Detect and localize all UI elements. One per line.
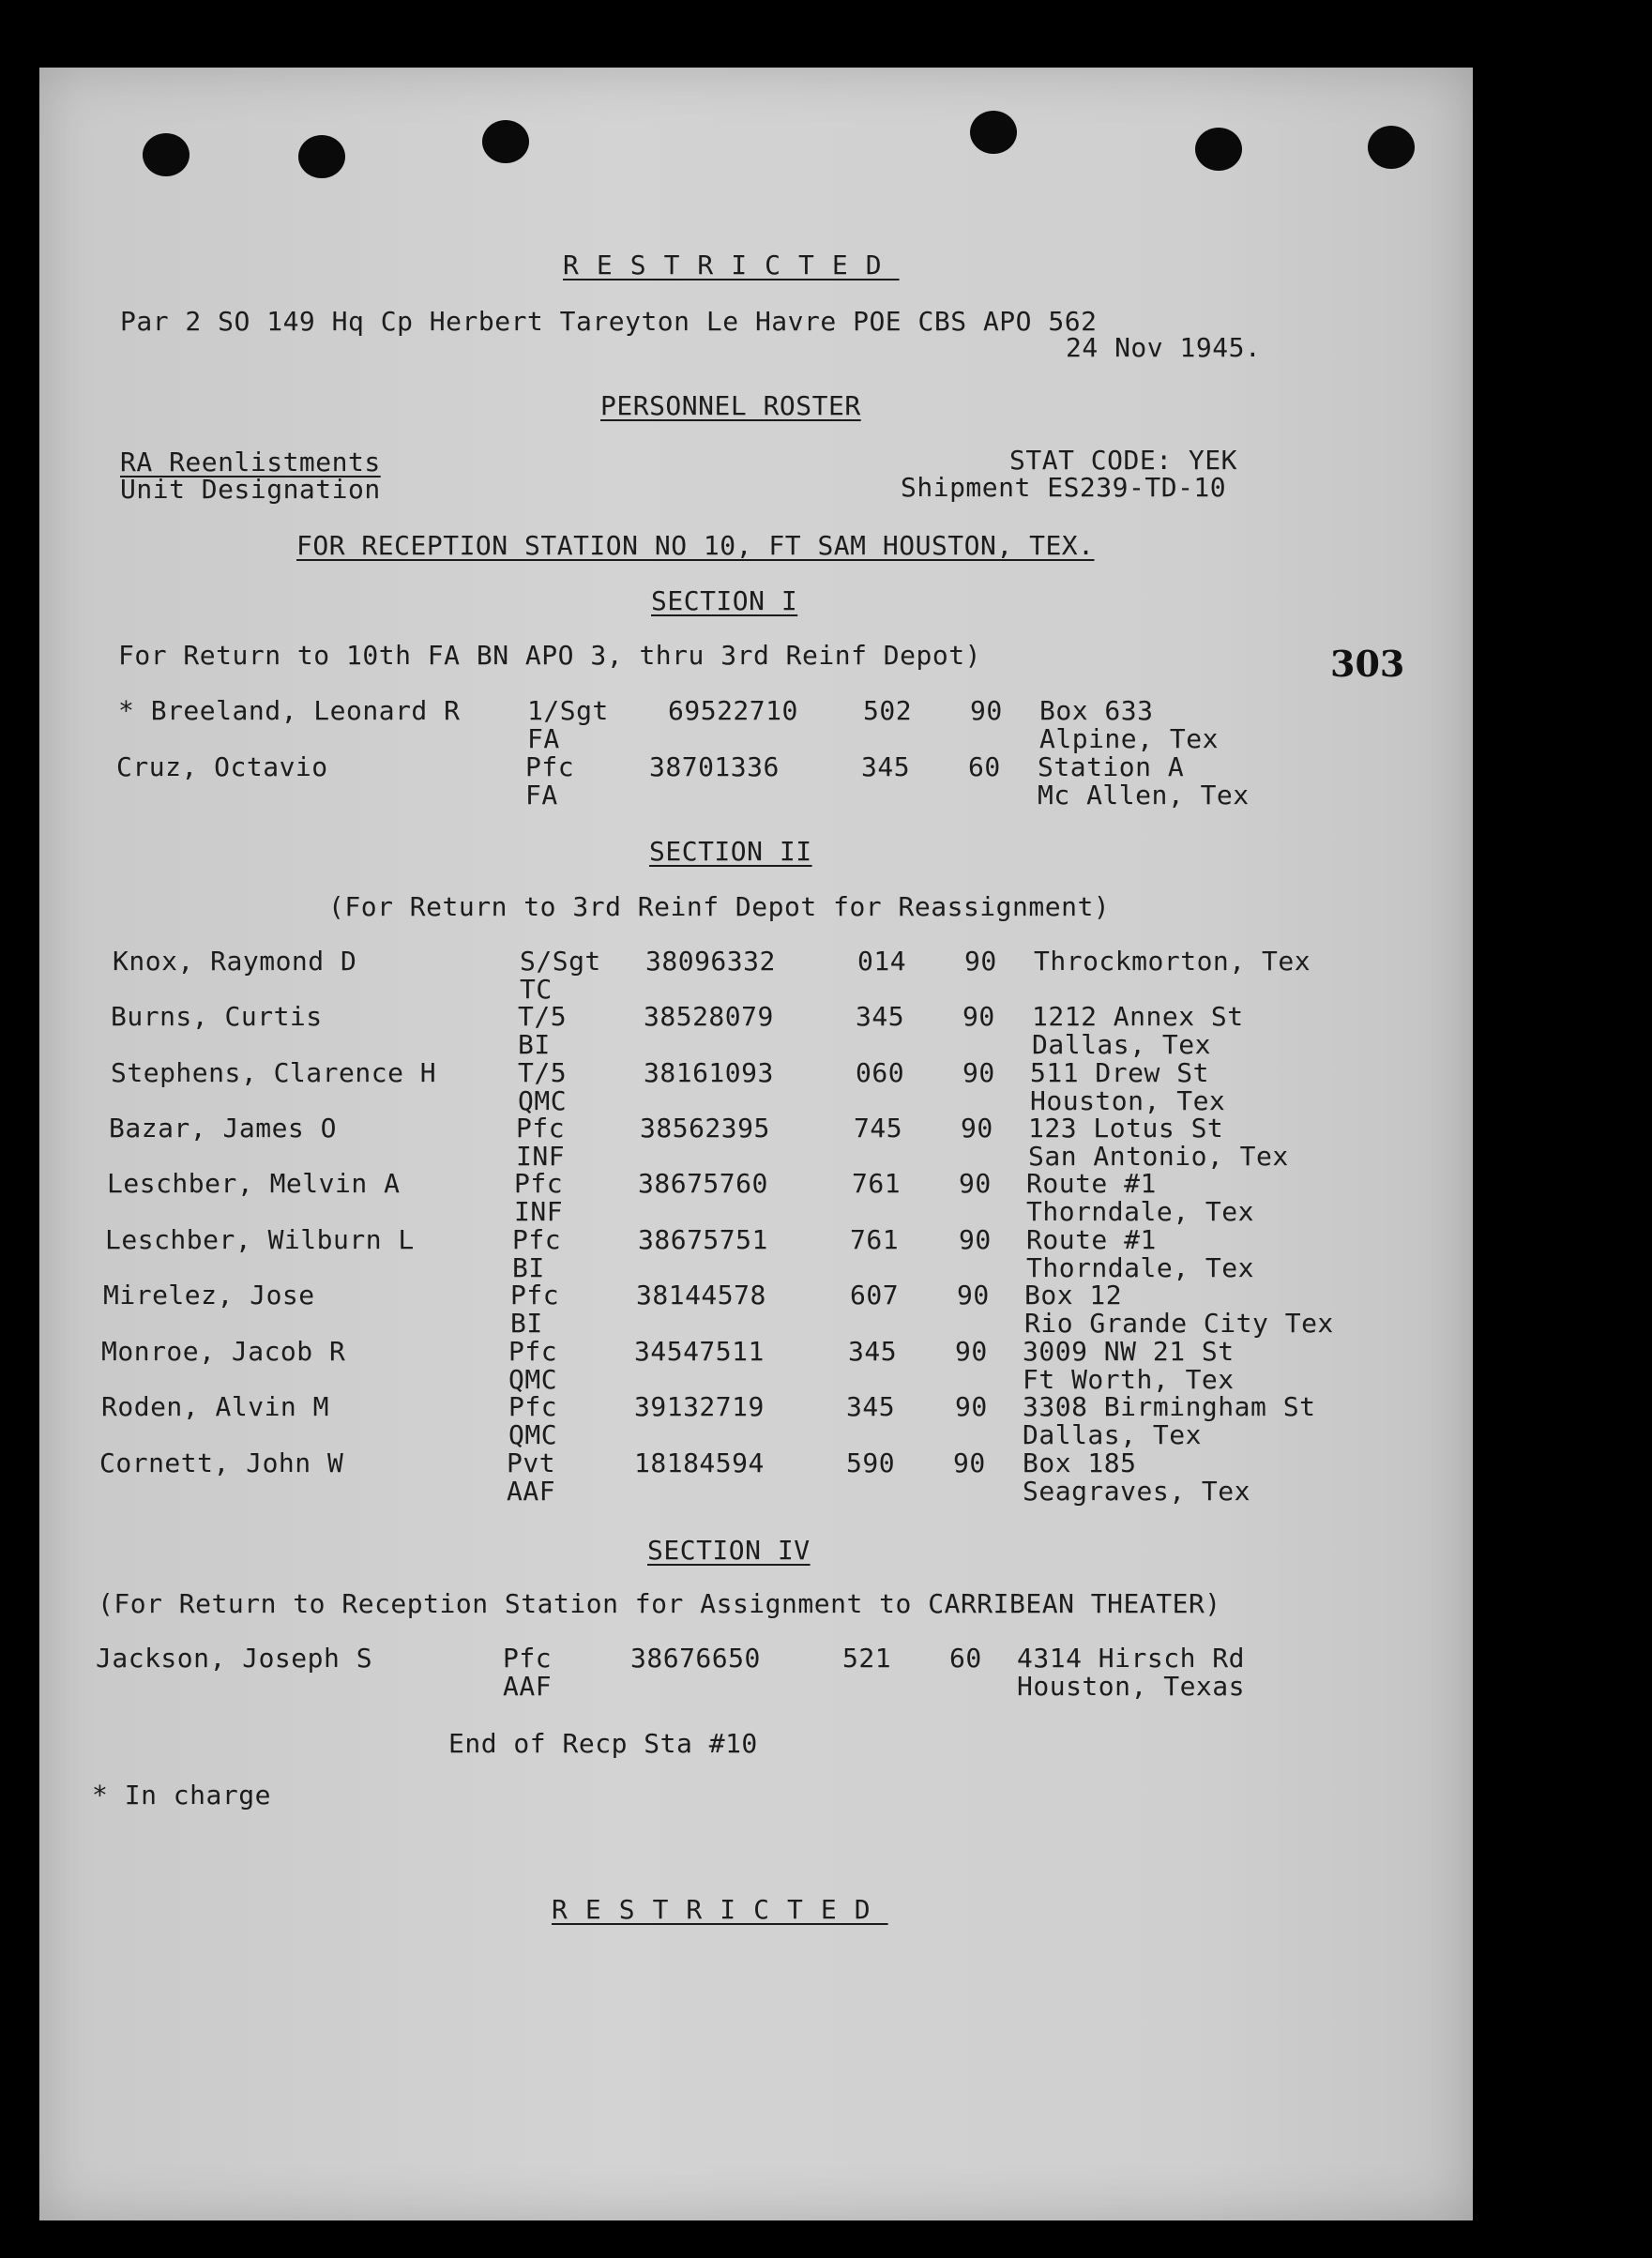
entry-days: 90 bbox=[955, 1391, 988, 1422]
entry-rank: T/5 bbox=[518, 1001, 568, 1032]
entry-code: 521 bbox=[842, 1643, 892, 1674]
page-number: 303 bbox=[1330, 643, 1405, 685]
punch-hole bbox=[1195, 128, 1242, 171]
entry-serial: 38144578 bbox=[636, 1280, 766, 1311]
entry-name: Stephens, Clarence H bbox=[111, 1057, 437, 1088]
entry-serial: 38528079 bbox=[644, 1001, 774, 1032]
entry-address-2: Houston, Texas bbox=[1017, 1671, 1246, 1702]
entry-serial: 38096332 bbox=[645, 946, 776, 977]
entry-serial: 38161093 bbox=[644, 1057, 774, 1088]
document-title: PERSONNEL ROSTER bbox=[600, 390, 861, 421]
entry-branch: BI bbox=[512, 1252, 545, 1283]
entry-days: 60 bbox=[968, 751, 1001, 782]
header-line: Par 2 SO 149 Hq Cp Herbert Tareyton Le Havre POE CBS APO 562 bbox=[120, 306, 1098, 337]
entry-name: Monroe, Jacob R bbox=[101, 1336, 346, 1367]
section-subtitle: (For Return to 3rd Reinf Depot for Reassignment) bbox=[328, 891, 1111, 922]
entry-days: 60 bbox=[949, 1643, 982, 1674]
entry-address-2: Seagraves, Tex bbox=[1023, 1476, 1251, 1507]
entry-address-2: Ft Worth, Tex bbox=[1023, 1364, 1235, 1395]
punch-hole bbox=[970, 111, 1017, 154]
entry-rank: T/5 bbox=[518, 1057, 568, 1088]
entry-serial: 38701336 bbox=[649, 751, 780, 782]
entry-branch: BI bbox=[518, 1029, 551, 1060]
end-note: End of Recp Sta #10 bbox=[448, 1728, 758, 1759]
entry-branch: FA bbox=[527, 723, 560, 754]
entry-name: * Breeland, Leonard R bbox=[118, 695, 461, 726]
entry-address-1: Station A bbox=[1038, 751, 1185, 782]
entry-code: 345 bbox=[846, 1391, 896, 1422]
entry-days: 90 bbox=[962, 1057, 995, 1088]
entry-days: 90 bbox=[970, 695, 1003, 726]
entry-address-1: Box 12 bbox=[1024, 1280, 1123, 1311]
section-title: SECTION I bbox=[651, 585, 798, 616]
entry-address-1: Box 185 bbox=[1023, 1447, 1137, 1478]
entry-rank: Pfc bbox=[514, 1168, 564, 1199]
entry-code: 014 bbox=[857, 946, 907, 977]
entry-name: Burns, Curtis bbox=[111, 1001, 323, 1032]
entry-address-1: 4314 Hirsch Rd bbox=[1017, 1643, 1246, 1674]
shipment: Shipment ES239-TD-10 bbox=[901, 472, 1227, 503]
entry-rank: Pfc bbox=[512, 1224, 562, 1255]
entry-code: 502 bbox=[863, 695, 913, 726]
entry-address-2: San Antonio, Tex bbox=[1028, 1141, 1289, 1172]
entry-address-1: 3009 NW 21 St bbox=[1023, 1336, 1235, 1367]
entry-branch: FA bbox=[525, 780, 558, 811]
entry-rank: Pfc bbox=[503, 1643, 553, 1674]
entry-code: 345 bbox=[856, 1001, 905, 1032]
entry-address-2: Dallas, Tex bbox=[1023, 1419, 1202, 1450]
entry-name: Bazar, James O bbox=[109, 1113, 338, 1144]
destination: FOR RECEPTION STATION NO 10, FT SAM HOUSTON, TEX. bbox=[296, 530, 1095, 561]
entry-name: Cruz, Octavio bbox=[116, 751, 328, 782]
entry-name: Mirelez, Jose bbox=[103, 1280, 315, 1311]
unit-line: RA Reenlistments bbox=[120, 447, 381, 477]
entry-serial: 69522710 bbox=[668, 695, 798, 726]
entry-address-2: Thorndale, Tex bbox=[1026, 1252, 1255, 1283]
entry-address-2: Mc Allen, Tex bbox=[1038, 780, 1250, 811]
entry-days: 90 bbox=[957, 1280, 990, 1311]
classification-top: RESTRICTED bbox=[563, 250, 900, 280]
entry-address-2: Houston, Tex bbox=[1030, 1085, 1226, 1116]
entry-rank: Pfc bbox=[510, 1280, 560, 1311]
entry-code: 761 bbox=[850, 1224, 900, 1255]
entry-code: 745 bbox=[854, 1113, 903, 1144]
entry-code: 607 bbox=[850, 1280, 900, 1311]
section-subtitle: For Return to 10th FA BN APO 3, thru 3rd Reinf Depot) bbox=[118, 640, 981, 671]
section-title: SECTION IV bbox=[647, 1535, 811, 1566]
entry-address-1: 511 Drew St bbox=[1030, 1057, 1209, 1088]
punch-hole bbox=[482, 120, 529, 163]
entry-address-2: Alpine, Tex bbox=[1039, 723, 1219, 754]
entry-code: 345 bbox=[848, 1336, 898, 1367]
entry-name: Leschber, Wilburn L bbox=[105, 1224, 415, 1255]
section-subtitle: (For Return to Reception Station for Assignment to CARRIBEAN THEATER) bbox=[98, 1588, 1221, 1619]
entry-address-2: Rio Grande City Tex bbox=[1024, 1308, 1334, 1339]
entry-rank: Pfc bbox=[508, 1336, 558, 1367]
entry-serial: 38562395 bbox=[640, 1113, 770, 1144]
entry-rank: S/Sgt bbox=[520, 946, 601, 977]
entry-days: 90 bbox=[953, 1447, 986, 1478]
entry-branch: QMC bbox=[508, 1419, 558, 1450]
entry-address-1: Route #1 bbox=[1026, 1168, 1157, 1199]
entry-days: 90 bbox=[955, 1336, 988, 1367]
document-date: 24 Nov 1945. bbox=[1066, 332, 1262, 363]
punch-hole bbox=[298, 135, 345, 178]
punch-hole bbox=[1368, 126, 1415, 169]
entry-branch: BI bbox=[510, 1308, 543, 1339]
entry-serial: 38675751 bbox=[638, 1224, 768, 1255]
entry-serial: 18184594 bbox=[634, 1447, 765, 1478]
entry-address-2: Thorndale, Tex bbox=[1026, 1196, 1255, 1227]
entry-rank: Pvt bbox=[507, 1447, 556, 1478]
entry-code: 590 bbox=[846, 1447, 896, 1478]
entry-rank: Pfc bbox=[525, 751, 575, 782]
section-title: SECTION II bbox=[649, 836, 812, 867]
entry-address-1: Box 633 bbox=[1039, 695, 1154, 726]
entry-branch: AAF bbox=[503, 1671, 553, 1702]
entry-address-1: 3308 Birmingham St bbox=[1023, 1391, 1316, 1422]
entry-rank: Pfc bbox=[508, 1391, 558, 1422]
entry-name: Jackson, Joseph S bbox=[96, 1643, 373, 1674]
entry-address-1: 123 Lotus St bbox=[1028, 1113, 1224, 1144]
entry-branch: QMC bbox=[518, 1085, 568, 1116]
entry-code: 060 bbox=[856, 1057, 905, 1088]
entry-days: 90 bbox=[964, 946, 997, 977]
stat-code: STAT CODE: YEK bbox=[1009, 445, 1238, 476]
classification-bottom: RESTRICTED bbox=[552, 1894, 888, 1925]
footnote: * In charge bbox=[92, 1780, 271, 1811]
entry-code: 345 bbox=[861, 751, 911, 782]
entry-branch: INF bbox=[514, 1196, 564, 1227]
entry-address-1: 1212 Annex St bbox=[1032, 1001, 1244, 1032]
entry-name: Cornett, John W bbox=[99, 1447, 344, 1478]
entry-days: 90 bbox=[962, 1001, 995, 1032]
entry-name: Leschber, Melvin A bbox=[107, 1168, 401, 1199]
entry-serial: 39132719 bbox=[634, 1391, 765, 1422]
entry-rank: Pfc bbox=[516, 1113, 566, 1144]
entry-name: Roden, Alvin M bbox=[101, 1391, 330, 1422]
entry-branch: INF bbox=[516, 1141, 566, 1172]
entry-serial: 34547511 bbox=[634, 1336, 765, 1367]
entry-address-2: Dallas, Tex bbox=[1032, 1029, 1211, 1060]
entry-code: 761 bbox=[852, 1168, 902, 1199]
entry-days: 90 bbox=[961, 1113, 993, 1144]
entry-days: 90 bbox=[959, 1168, 992, 1199]
entry-address-1: Throckmorton, Tex bbox=[1034, 946, 1311, 977]
punch-hole bbox=[143, 133, 189, 176]
unit-label: Unit Designation bbox=[120, 474, 381, 505]
entry-branch: TC bbox=[520, 974, 553, 1005]
entry-rank: 1/Sgt bbox=[527, 695, 609, 726]
entry-days: 90 bbox=[959, 1224, 992, 1255]
entry-branch: AAF bbox=[507, 1476, 556, 1507]
entry-name: Knox, Raymond D bbox=[113, 946, 357, 977]
entry-serial: 38675760 bbox=[638, 1168, 768, 1199]
entry-address-1: Route #1 bbox=[1026, 1224, 1157, 1255]
entry-branch: QMC bbox=[508, 1364, 558, 1395]
entry-serial: 38676650 bbox=[630, 1643, 761, 1674]
